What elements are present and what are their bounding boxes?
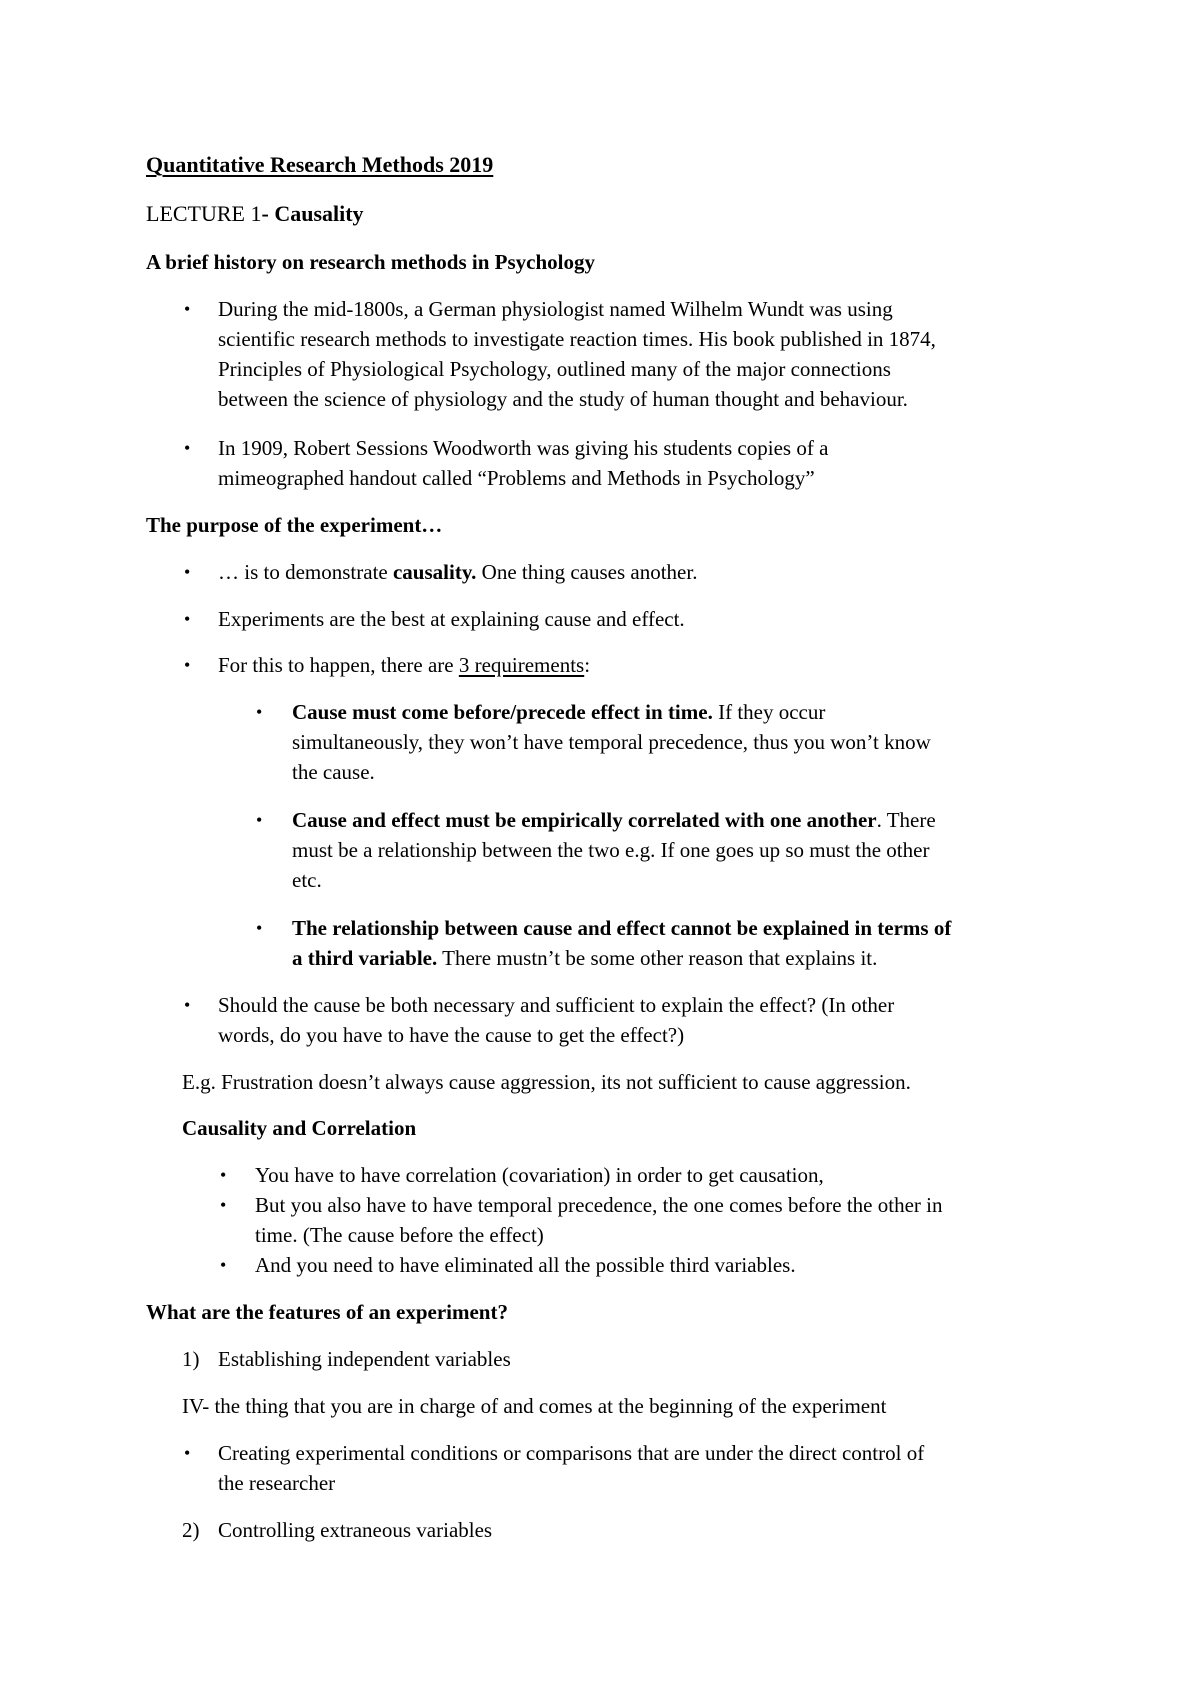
purpose-bullet-4-line-2: words, do you have to have the cause to get the effect?): [218, 1023, 685, 1047]
purpose-bullet-3-pre: For this to happen, there are: [218, 653, 459, 677]
purpose-bullet-4-line-1: Should the cause be both necessary and sufficient to explain the effect? (In other: [218, 993, 895, 1017]
requirement-2-line-2: must be a relationship between the two e.g. If one goes up so must the other: [292, 838, 930, 862]
requirement-3-bold-1: The relationship between cause and effect cannot be explained in terms of: [292, 916, 952, 940]
purpose-bullet-3: [218, 650, 590, 680]
purpose-bullet-1-post: One thing causes another.: [476, 560, 698, 584]
iv-definition: IV- the thing that you are in charge of and comes at the beginning of the experiment: [182, 1394, 887, 1418]
bullet-icon: •: [184, 1443, 191, 1463]
bullet-icon: •: [184, 299, 191, 319]
requirement-2-post: . There: [876, 808, 936, 832]
bullet-icon: •: [220, 1195, 227, 1215]
history-bullet-1-line-4: between the science of physiology and the study of human thought and behaviour.: [218, 387, 908, 411]
purpose-bullet-1: [218, 557, 697, 587]
cc-bullet-2-line-2: time. (The cause before the effect): [255, 1223, 544, 1247]
requirement-1-bold: Cause must come before/precede effect in time.: [292, 700, 713, 724]
requirement-1-line-2: simultaneously, they won’t have temporal precedence, thus you won’t know: [292, 730, 931, 754]
example-line: E.g. Frustration doesn’t always cause aggression, its not sufficient to cause aggression.: [182, 1070, 911, 1094]
numbered-item-1-number: 1): [182, 1347, 200, 1371]
history-bullet-2-line-2: mimeographed handout called “Problems and Methods in Psychology”: [218, 466, 815, 490]
causality-correlation-heading: Causality and Correlation: [182, 1116, 417, 1140]
requirement-2-line-1: [292, 805, 936, 835]
requirement-2-line-3: etc.: [292, 868, 322, 892]
bullet-icon: •: [184, 562, 191, 582]
history-heading: A brief history on research methods in Psychology: [146, 250, 595, 274]
requirement-1-line-3: the cause.: [292, 760, 375, 784]
lecture-heading: [146, 199, 364, 229]
history-bullet-1-line-2: scientific research methods to investigate reaction times. His book published in 1874,: [218, 327, 936, 351]
document-title: Quantitative Research Methods 2019: [146, 152, 494, 177]
purpose-bullet-3-post: :: [584, 653, 591, 677]
requirement-1-post: If they occur: [712, 700, 826, 724]
bullet-icon: •: [256, 810, 263, 830]
bullet-icon: •: [220, 1255, 227, 1275]
lecture-topic: - Causality: [261, 201, 364, 226]
cc-bullet-1: You have to have correlation (covariation) in order to get causation,: [255, 1163, 824, 1187]
iv-bullet-line-2: the researcher: [218, 1471, 336, 1495]
requirement-3-post: There mustn’t be some other reason that explains it.: [437, 946, 878, 970]
purpose-bullet-1-bold: causality.: [392, 560, 477, 584]
features-heading: What are the features of an experiment?: [146, 1300, 508, 1324]
purpose-bullet-2: Experiments are the best at explaining cause and effect.: [218, 607, 685, 631]
numbered-item-2-number: 2): [182, 1518, 200, 1542]
bullet-icon: •: [184, 609, 191, 629]
numbered-item-2-text: Controlling extraneous variables: [218, 1518, 493, 1542]
numbered-item-1-text: Establishing independent variables: [218, 1347, 511, 1371]
cc-bullet-3: And you need to have eliminated all the possible third variables.: [255, 1253, 796, 1277]
requirement-3-bold-2: a third variable.: [292, 946, 438, 970]
bullet-icon: •: [256, 702, 263, 722]
bullet-icon: •: [184, 438, 191, 458]
bullet-icon: •: [184, 655, 191, 675]
purpose-bullet-3-underlined: 3 requirements: [458, 653, 585, 677]
requirement-2-bold: Cause and effect must be empirically correlated with one another: [292, 808, 877, 832]
cc-bullet-2-line-1: But you also have to have temporal precedence, the one comes before the other in: [255, 1193, 943, 1217]
lecture-number: LECTURE 1: [146, 201, 262, 226]
iv-bullet-line-1: Creating experimental conditions or comparisons that are under the direct control of: [218, 1441, 925, 1465]
purpose-bullet-1-pre: … is to demonstrate: [218, 560, 393, 584]
history-bullet-2-line-1: In 1909, Robert Sessions Woodworth was giving his students copies of a: [218, 436, 829, 460]
bullet-icon: •: [220, 1165, 227, 1185]
bullet-icon: •: [256, 918, 263, 938]
requirement-1-line-1: [292, 697, 825, 727]
history-bullet-1-line-1: During the mid-1800s, a German physiologist named Wilhelm Wundt was using: [218, 297, 893, 321]
history-bullet-1-line-3: Principles of Physiological Psychology, outlined many of the major connections: [218, 357, 891, 381]
requirement-3-line-2: [292, 943, 877, 973]
bullet-icon: •: [184, 995, 191, 1015]
purpose-heading: The purpose of the experiment…: [146, 513, 443, 537]
requirement-3-line-1: [292, 913, 951, 943]
